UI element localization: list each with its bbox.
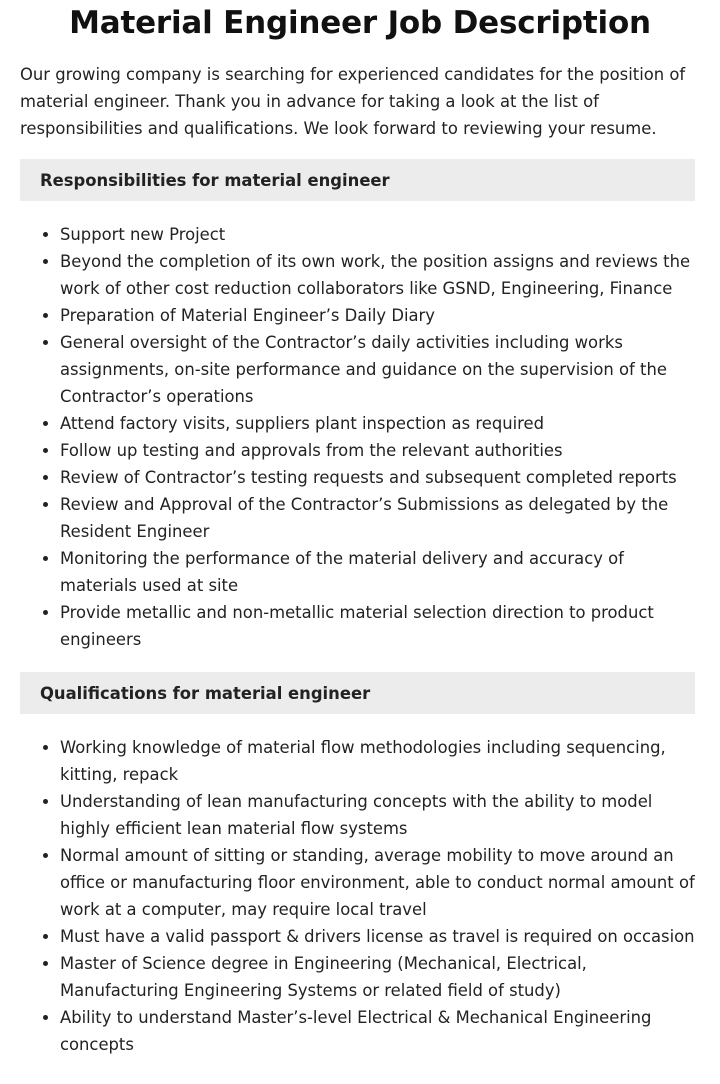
qualification-item: • Working knowledge of material flow methodologies including sequencing, kitting, repack xyxy=(60,734,695,788)
responsibilities-list xyxy=(20,221,695,653)
intro-paragraph: Our growing company is searching for experienced candidates for the position of material engineer. Thank you in advance for taking a look at the list of responsibilities and qualifications. We look forward to reviewing your resume. xyxy=(20,65,686,138)
responsibility-item: • Monitoring the performance of the material delivery and accuracy of materials used at site xyxy=(60,545,695,599)
responsibility-item: • Beyond the completion of its own work, the position assigns and reviews the work of other cost reduction collaborators like GSND, Engineering, Finance xyxy=(60,248,695,302)
responsibility-item: • Follow up testing and approvals from the relevant authorities xyxy=(60,437,695,464)
qualifications-heading: Qualifications for material engineer xyxy=(20,672,695,714)
responsibility-item: • Support new Project xyxy=(60,221,695,248)
qualification-item: • Understanding of lean manufacturing concepts with the ability to model highly efficient lean material flow systems xyxy=(60,788,695,842)
responsibility-item: • Provide metallic and non-metallic material selection direction to product engineers xyxy=(60,599,695,653)
responsibility-item: • Review and Approval of the Contractor’s Submissions as delegated by the Resident Engineer xyxy=(60,491,695,545)
page-title: Material Engineer Job Description xyxy=(69,5,651,41)
responsibility-item: • Review of Contractor’s testing requests and subsequent completed reports xyxy=(60,464,695,491)
responsibility-item: • General oversight of the Contractor’s daily activities including works assignments, on-site performance and guidance on the supervision of the Contractor’s operations xyxy=(60,329,695,410)
responsibility-item: • Attend factory visits, suppliers plant inspection as required xyxy=(60,410,695,437)
responsibility-item: • Preparation of Material Engineer’s Daily Diary xyxy=(60,302,695,329)
qualification-item: • Normal amount of sitting or standing, average mobility to move around an office or manufacturing floor environment, able to conduct normal amount of work at a computer, may require local travel xyxy=(60,842,695,923)
responsibilities-heading: Responsibilities for material engineer xyxy=(20,159,695,201)
qualification-item: • Master of Science degree in Engineering (Mechanical, Electrical, Manufacturing Engineering Systems or related field of study) xyxy=(60,950,695,1004)
qualification-item: • Ability to understand Master’s-level Electrical & Mechanical Engineering concepts xyxy=(60,1004,695,1058)
qualifications-list xyxy=(20,734,695,1058)
qualification-item: • Must have a valid passport & drivers license as travel is required on occasion xyxy=(60,923,695,950)
